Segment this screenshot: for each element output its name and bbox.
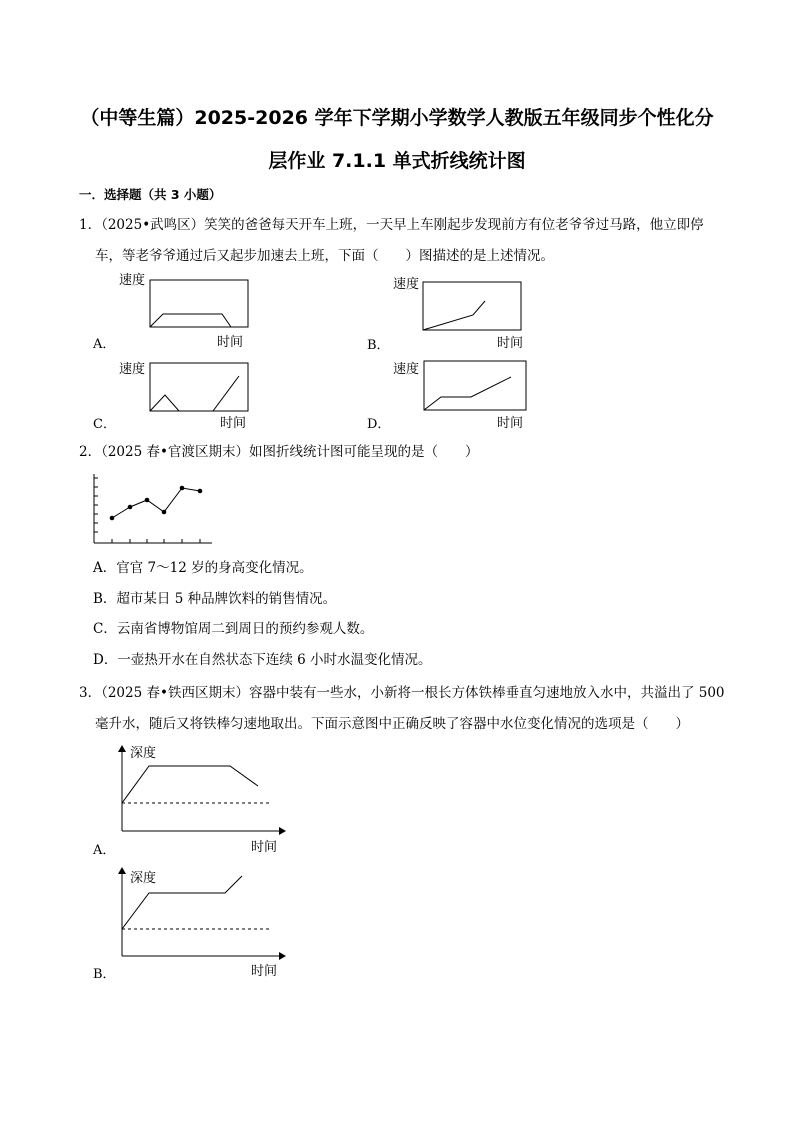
section-heading: 一．选择题（共 3 小题） bbox=[79, 187, 222, 202]
q3-stem-line2: 毫升水，随后又将铁棒匀速地取出。下面示意图中正确反映了容器中水位变化情况的选项是（ ） bbox=[95, 716, 689, 732]
depth-time-chart-b bbox=[92, 864, 302, 984]
speed-time-chart-b bbox=[367, 270, 547, 350]
x-axis-label: 时间 bbox=[220, 416, 247, 431]
x-axis-label: 时间 bbox=[497, 416, 524, 431]
x-axis-label: 时间 bbox=[251, 840, 278, 855]
chart-line bbox=[424, 377, 511, 410]
q2-stem: 2．（2025 春•官渡区期末）如图折线统计图可能呈现的是（ ） bbox=[79, 444, 479, 460]
data-point bbox=[145, 498, 150, 503]
speed-time-chart-d bbox=[367, 355, 547, 435]
q3-option-a-graph[interactable] bbox=[92, 740, 302, 860]
data-point bbox=[162, 510, 167, 515]
y-axis-label: 深度 bbox=[130, 746, 157, 761]
q1-stem-line2: 车，等老爷爷通过后又起步加速去上班，下面（ ）图描述的是上述情况。 bbox=[95, 248, 554, 264]
y-axis-label: 速度 bbox=[119, 362, 146, 377]
q2-option-b[interactable]: B．超市某日 5 种品牌饮料的销售情况。 bbox=[93, 591, 337, 607]
q2-option-d[interactable]: D．一壶热开水在自然状态下连续 6 小时水温变化情况。 bbox=[93, 652, 432, 668]
q1-option-b-graph[interactable] bbox=[367, 270, 547, 350]
x-ticks bbox=[112, 539, 200, 543]
q1-option-a-graph[interactable] bbox=[93, 270, 273, 350]
x-axis-label: 时间 bbox=[497, 336, 524, 350]
data-line bbox=[112, 488, 200, 518]
option-label-d: D． bbox=[367, 417, 391, 432]
speed-time-chart-c bbox=[93, 355, 273, 435]
option-label-a: A． bbox=[93, 843, 116, 858]
data-point bbox=[128, 505, 133, 510]
option-label-b: B． bbox=[93, 967, 116, 982]
q2-option-c[interactable]: C．云南省博物馆周二到周日的预约参观人数。 bbox=[93, 621, 374, 637]
x-axis-label: 时间 bbox=[251, 964, 278, 979]
depth-time-chart-a bbox=[92, 740, 302, 860]
q1-option-c-graph[interactable] bbox=[93, 355, 273, 435]
speed-time-chart-a bbox=[93, 270, 273, 350]
q3-option-b-graph[interactable] bbox=[92, 864, 302, 984]
y-axis-label: 速度 bbox=[393, 277, 420, 292]
q2-option-a[interactable]: A．官官 7～12 岁的身高变化情况。 bbox=[93, 560, 313, 576]
option-label-b: B． bbox=[367, 338, 390, 350]
data-point bbox=[198, 489, 203, 494]
chart-line bbox=[423, 301, 485, 330]
q2-line-chart bbox=[88, 470, 218, 550]
page-title-line1: （中等生篇）2025-2026 学年下学期小学数学人教版五年级同步个性化分 bbox=[80, 107, 714, 129]
option-label-a: A． bbox=[93, 337, 116, 350]
data-point bbox=[110, 516, 115, 521]
y-axis-label: 速度 bbox=[393, 362, 420, 377]
q3-stem-line1: 3．（2025 春•铁西区期末）容器中装有一些水，小新将一根长方体铁棒垂直匀速地放入水中，共溢出了 500 bbox=[79, 685, 725, 701]
chart-line bbox=[150, 376, 239, 411]
option-label-c: C． bbox=[93, 417, 116, 432]
data-point bbox=[180, 486, 185, 491]
q1-option-d-graph[interactable] bbox=[367, 355, 547, 435]
q1-stem-line1: 1．（2025•武鸣区）笑笑的爸爸每天开车上班，一天早上车刚起步发现前方有位老爷爷过马路，他立即停 bbox=[79, 217, 704, 233]
chart-line bbox=[150, 314, 231, 327]
y-axis-label: 速度 bbox=[119, 273, 146, 288]
y-ticks bbox=[94, 478, 98, 532]
chart-line bbox=[122, 766, 258, 803]
x-axis-label: 时间 bbox=[217, 335, 244, 350]
y-axis-label: 深度 bbox=[130, 871, 157, 886]
page-title-line2: 层作业 7.1.1 单式折线统计图 bbox=[268, 150, 526, 172]
